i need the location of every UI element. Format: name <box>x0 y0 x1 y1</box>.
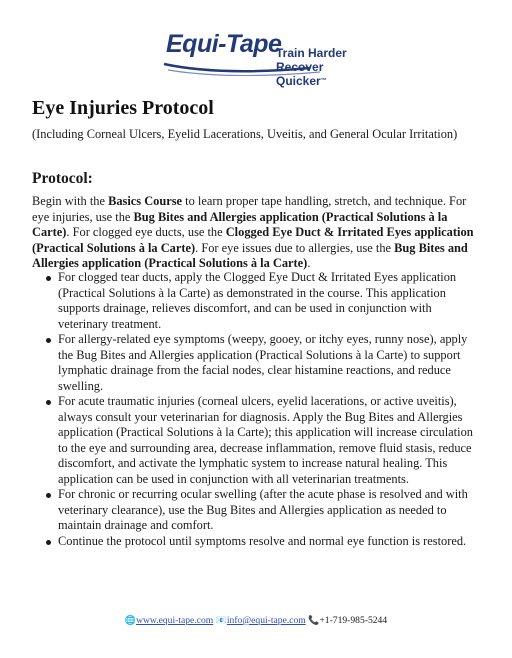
brand-logo <box>160 28 360 88</box>
list-item: For allergy-related eye symptoms (weepy, gooey, or itchy eyes, runny nose), apply the Bug Bites and Allergies application (Practical Solutions à la Carte) to support lymphatic drainage from the facial nodes, clear histamine reactions, and reduce swelling. <box>32 332 484 394</box>
page-title: Eye Injuries Protocol <box>32 97 214 119</box>
phone-icon: 📞 <box>308 616 320 626</box>
logo-tagline <box>276 46 360 88</box>
section-heading: Protocol: <box>32 170 93 187</box>
page-subtitle: (Including Corneal Ulcers, Eyelid Lacerations, Uveitis, and General Ocular Irritation) <box>32 127 458 141</box>
intro-bold-clogged-duct: Clogged Eye Duct & Irritated Eyes application (Practical Solutions à la Carte) <box>32 225 474 255</box>
protocol-bullet-list <box>32 270 484 549</box>
tagline-line-2: Recover Quicker™ <box>276 60 327 88</box>
logo-wordmark: Equi-Tape <box>166 30 282 58</box>
mail-icon: 📧 <box>215 616 227 626</box>
intro-bold-basics: Basics Course <box>108 194 183 208</box>
list-item: For clogged tear ducts, apply the Clogged Eye Duct & Irritated Eyes application (Practical Solutions à la Carte) as demonstrated in the course. This application supports drainage, relieves discomfort, and can be used in conjunction with veterinary treatment. <box>32 270 484 332</box>
list-item: For chronic or recurring ocular swelling (after the acute phase is resolved and with veterinary clearance), use the Bug Bites and Allergies application as needed to maintain drainage and comfort. <box>32 487 484 534</box>
website-link[interactable]: www.equi-tape.com <box>136 615 214 626</box>
intro-bold-allergies: Bug Bites and Allergies application (Practical Solutions à la Carte) <box>32 240 468 270</box>
tagline-line-1: Train Harder <box>276 46 347 60</box>
phone-number: +1-719-985-5244 <box>319 615 388 626</box>
list-item: For acute traumatic injuries (corneal ulcers, eyelid lacerations, or active uveitis), always consult your veterinarian for diagnosis. Apply the Bug Bites and Allergies application (Practical Solutions à la Carte); this application will increase circulation to the eye and surrounding area, decrease inflammation, remove fluid stasis, reduce discomfort, and activate the lymphatic system to increase natural healing. This application can be used in conjunction with all veterinarian treatments. <box>32 394 484 487</box>
email-link[interactable]: info@equi-tape.com <box>226 615 306 626</box>
list-item: Continue the protocol until symptoms resolve and normal eye function is restored. <box>32 534 484 550</box>
intro-bold-bug-bites: Bug Bites and Allergies application (Practical Solutions à la Carte) <box>32 209 448 239</box>
intro-paragraph: Begin with the Basics Course to learn proper tape handling, stretch, and technique. For eye injuries, use the Bug Bites and Allergies application (Practical Solutions à la Carte). For clogged eye ducts, use the Clogged Eye Duct & Irritated Eyes application (Practical Solutions à la Carte). For eye issues due to allergies, use the Bug Bites and Allergies application (Practical Solutions à la Carte). <box>32 194 474 270</box>
globe-icon: 🌐 <box>124 616 137 626</box>
footer-contact <box>0 615 512 626</box>
